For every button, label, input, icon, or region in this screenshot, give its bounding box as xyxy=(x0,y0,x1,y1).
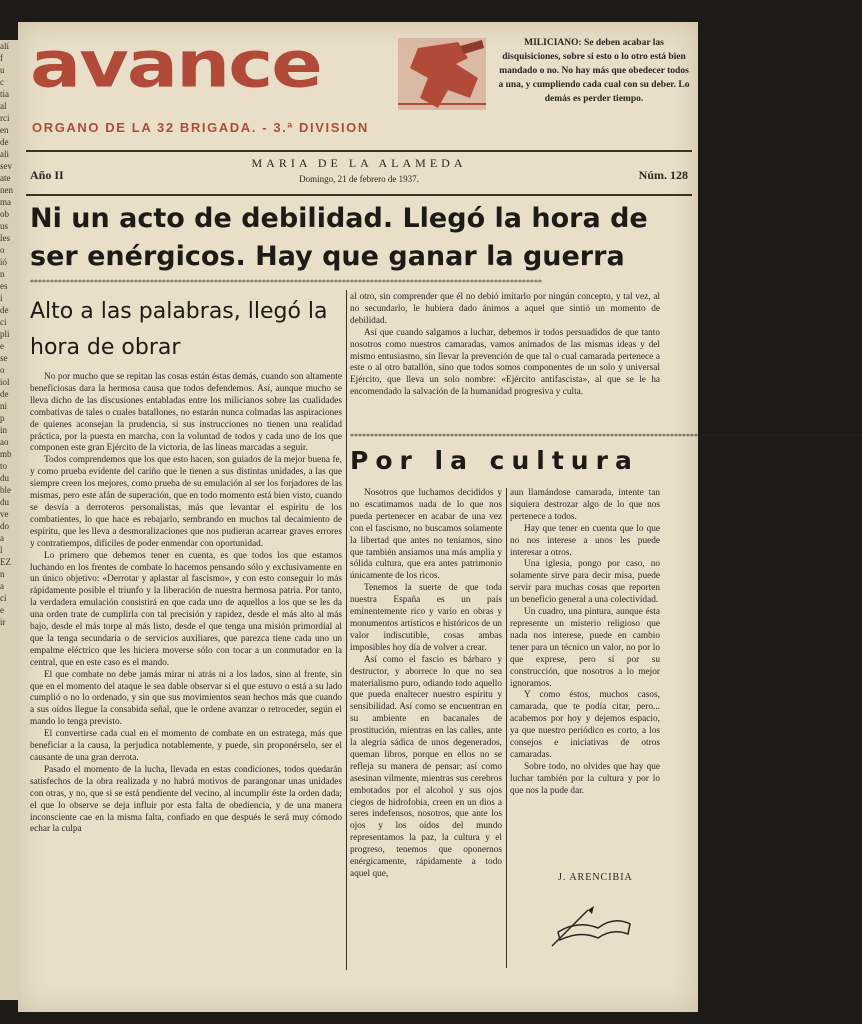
strip-fragment: us xyxy=(0,221,9,231)
strip-fragment: to xyxy=(0,461,8,471)
masthead xyxy=(26,26,486,142)
strip-fragment: ci xyxy=(0,317,7,327)
article2-paragraph: Así como el fascio es bárbaro y destructor, y aborrece lo que no sea materialismo puro, odiando todo aquello que pueda enaltecer nuestro espíritu y sensibilidad. Así como se encuentran en su ambiente en bacanales de prostitución, mientras en las calles, ante la alegría sádica de unos degenerados, queman libros, porque en ellos no se refleja su manera de pensar; así como asesinan vilmente, mientras sus cerebros embotados por el alcohol y sus ojos ciegos de hidrofobia, creen en un dios a seres indefensos, nosotros, que ante los ojos y los oídos del mundo representamos la paz, la cultura y el progreso, tenemos que oponernos enérgicamente, rápidamente a todo aquel que, xyxy=(350,654,502,879)
strip-fragment: ir xyxy=(0,617,6,627)
logo: avance xyxy=(30,26,321,102)
strip-fragment: al xyxy=(0,101,7,111)
strip-fragment: o xyxy=(0,365,5,375)
strip-fragment: ió xyxy=(0,257,8,267)
article1-paragraph: El convertirse cada cual en el momento de combate en un estratega, más que beneficiar a la causa, la perjudica notablemente, y puede, sin proponérselo, ser el causante de una gran derrota. xyxy=(30,729,342,763)
strip-fragment: alí xyxy=(0,41,9,51)
article2-signature: J. ARENCIBIA xyxy=(558,872,633,883)
strip-fragment: ao xyxy=(0,437,9,447)
masthead-subtitle: ORGANO DE LA 32 BRIGADA. - 3.ª DIVISION xyxy=(32,120,369,135)
strip-fragment: ci xyxy=(0,593,7,603)
strip-fragment: pli xyxy=(0,329,10,339)
issue-date: Domingo, 21 de febrero de 1937. xyxy=(299,174,419,184)
adjacent-page-strip xyxy=(0,40,18,1000)
article2-paragraph: Tenemos la suerte de que toda nuestra España es un país eminentemente rico y vario en obras y monumentos artísticos e históricos de un valor indiscutible, cosas ambas imposibles hoy día de volver a crear. xyxy=(350,583,502,653)
article2-column-a xyxy=(350,488,502,881)
strip-fragment: en xyxy=(0,125,9,135)
strip-fragment: u xyxy=(0,65,5,75)
star-divider: ******************************************************************************************************************************** xyxy=(350,432,862,441)
article2-paragraph: Un cuadro, una pintura, aunque ésta represente un misterio religioso que nada nos interese, puede en cambio tener para un técnico un valor, no por lo que exprese, pero sí por su construcción, que nosotros a lo mejor ignoramos. xyxy=(510,607,660,689)
strip-fragment: ble xyxy=(0,485,11,495)
strip-fragment: rci xyxy=(0,113,10,123)
strip-fragment: de xyxy=(0,305,9,315)
issue-number: Núm. 128 xyxy=(638,168,688,182)
strip-fragment: a xyxy=(0,581,4,591)
strip-fragment: ate xyxy=(0,173,11,183)
strip-fragment: do xyxy=(0,521,9,531)
main-headline: Ni un acto de debilidad. Llegó la hora de ser enérgicos. Hay que ganar la guerra xyxy=(30,203,648,272)
strip-fragment: ob xyxy=(0,209,9,219)
strip-fragment: l xyxy=(0,545,3,555)
article2-title: Por la cultura xyxy=(350,446,639,475)
strip-fragment: du xyxy=(0,497,9,507)
strip-fragment: o xyxy=(0,245,5,255)
strip-fragment: de xyxy=(0,137,9,147)
strip-fragment: p xyxy=(0,413,5,423)
article1-paragraph: Todos comprendemos que los que esto hacen, son guiados de la mejor buena fe, y como prueba evidente del cariño que le tienen a sus distintas unidades, a las que siempre creen los mejores, como prueba de su emulación al ser los forjadores de las mismas, pero este afán de superación, que en todo momento está bien visto, cuando se desvía a derroteros personalistas, más que levantar el espíritu de los combatientes, lo que hace es rebajarlo, sembrando en muchos tal decaimiento de espíritu, que les lleva a desmoralizaciones que nos pudieran acarrear graves errores y contratiempos, difíciles de poder enmendar con oportunidad. xyxy=(30,455,342,549)
strip-fragment: sev xyxy=(0,161,12,171)
article2-paragraph: Hay que tener en cuenta que lo que no nos interese a unos les puede interesar a otros. xyxy=(510,523,660,558)
strip-fragment: mb xyxy=(0,449,12,459)
strip-fragment: f xyxy=(0,53,3,63)
issue-infobar xyxy=(26,150,692,196)
issue-year: Año II xyxy=(30,168,64,182)
article1-body xyxy=(30,372,342,836)
book-quill-ornament-icon xyxy=(548,902,638,952)
strip-fragment: es xyxy=(0,281,8,291)
issue-place: MARIA DE LA ALAMEDA xyxy=(251,156,467,170)
strip-fragment: ma xyxy=(0,197,11,207)
strip-fragment: de xyxy=(0,389,9,399)
miliciano-notice: MILICIANO: Se deben acabar las disquisiciones, sobre si esto o lo otro está bien mandado o no. No hay más que obedecer todos a una, y cumpliendo cada cual con su deber. Lo demás es perder tiempo. xyxy=(498,38,690,104)
newspaper-page xyxy=(18,22,862,1012)
strip-fragment: ali xyxy=(0,149,9,159)
article2-paragraph: Sobre todo, no olvides que hay que luchar también por la cultura y por lo que nos la pude dar. xyxy=(510,761,660,796)
strip-fragment: e xyxy=(0,341,4,351)
article2-paragraph: Nosotros que luchamos decididos y no escatimamos nada de lo que nos pueda pertenecer en acabar de una vez con el fascismo, no buscamos solamente la libertad que antes no teníamos, sino que también ansiamos una más amplia y sólida cultura, que era antes patrimonio únicamente de los ricos. xyxy=(350,488,502,582)
article1-paragraph: Lo primero que debemos tener en cuenta, es que todos los que estamos luchando en los frentes de combate lo hacemos pensando sólo y exclusivamente en un único objetivo: «Derrotar y aplastar al fascismo», y con esto conseguir lo más rápidamente posible el triunfo y la liberación de nuestra hermosa patria. Por tanto, la verdadera emulación consistirá en que cada uno de aquellos a los que se les da una orden trate de cumplirla con tal precisión y rapidez, desde el más alto al más bajo, desde el más torpe al más listo, desde el que tenga una misión primordial al que la tenga secundaria o de servicios auxiliares, que parezca tiene cada uno un empalme eléctrico que les hiciera moverse sólo con tocar a un conmutador en la central, que en este caso es el mando. xyxy=(30,550,342,668)
strip-fragment: n xyxy=(0,569,5,579)
article1-paragraph: No por mucho que se repitan las cosas están éstas demás, cuando son altamente beneficiosas dara la hermosa causa que todos defendemos. Así, aunque mucho se lleva dicho de las discusiones entabladas entre los milicianos sobre las cualidades combativas de tales o cuales batallones, no estarán nunca colmadas las aspiraciones de quienes aconsejan la prudencia, si sus instrucciones no tienen una realidad práctica, por la puesta en marcha, con la voluntad de todos y cada uno de los que componen este gran Ejército de la victoria, de las líneas marcadas a seguir. xyxy=(30,372,342,454)
strip-fragment: se xyxy=(0,353,8,363)
strip-fragment: EZ xyxy=(0,557,11,567)
soldier-illustration-icon xyxy=(398,38,486,110)
article2-paragraph: aun llamándose camarada, intente tan siquiera destrozar algo de lo que nos pertenece a todos. xyxy=(510,488,660,522)
article1-paragraph: El que combate no debe jamás mirar ni atrás ni a los lados, sino al frente, sin que en el momento del ataque le sea dable observar si el que estuvo o está a su lado cumplió o no lo ordenado, y sin que sus movimientos sean hechos más que cuando a sus oídos llegue la consabida señal, que le ordene avanzar o retroceder, según el mando lo tenga previsto. xyxy=(30,669,342,728)
strip-fragment: in xyxy=(0,425,8,435)
article2-paragraph: Una iglesia, pongo por caso, no solamente sirve para decir misa, puede servir para muchas cosas que reporten un beneficio general a una colectividad. xyxy=(510,559,660,606)
article2-paragraph: Y como éstos, muchos casos, camarada, que te podía citar, pero... acabemos por hoy y dejemos espacio, ya que nuestro periódico es corto, a los consejos e iniciativas de otros camaradas. xyxy=(510,690,660,760)
strip-fragment: ni xyxy=(0,401,8,411)
strip-fragment: les xyxy=(0,233,10,243)
article1-continuation-paragraph: al otro, sin comprender que él no debió imitarlo por ningún concepto, y tal vez, al no secundarlo, le hubiera dado ánimos a aquel que sintió un momento de debilidad. xyxy=(350,292,660,326)
strip-fragment: i xyxy=(0,293,3,303)
article1-title: Alto a las palabras, llegó la hora de obrar xyxy=(30,299,328,360)
strip-fragment: n xyxy=(0,269,5,279)
strip-fragment: nen xyxy=(0,185,13,195)
strip-fragment: iol xyxy=(0,377,10,387)
article1-paragraph: Pasado el momento de la lucha, llevada en estas condiciones, todos quedarán satisfechos de la obra realizada y no habrá motivos de parangonar unas unidades con otras, y no, que si se está pendiente del vecino, al incumplir éste la orden dada; el que lo observe se deja influir por esta falta de obediencia, y de una manera inconsciente cae en la misma falta, confiado en que después le será muy cómodo echar la culpa xyxy=(30,764,342,835)
strip-fragment: du xyxy=(0,473,9,483)
column-rule xyxy=(506,488,507,968)
strip-fragment: c xyxy=(0,77,4,87)
article1-continuation-paragraph: Así que cuando salgamos a luchar, debemos ir todos persuadidos de que tanto nosotros como nuestros camaradas, vamos animados de las mismas ideas y del mismo entusiasmo, sin llevar la prevención de que tal o cual camarada pertenece a este o al otro batallón, sino que todos somos componentes de un solo y universal Ejército, que lleva un solo nombre: «Ejército antifascista», al que se le ha encomendado la salvación de la humanidad progresiva y culta. xyxy=(350,327,660,398)
article1-continuation xyxy=(350,292,660,399)
strip-fragment: e xyxy=(0,605,4,615)
strip-fragment: ve xyxy=(0,509,9,519)
strip-fragment: tia xyxy=(0,89,9,99)
column-rule xyxy=(346,290,347,970)
star-divider: ******************************************************************************************************************************** xyxy=(30,278,542,287)
strip-fragment: a xyxy=(0,533,4,543)
article2-column-b xyxy=(510,488,660,798)
